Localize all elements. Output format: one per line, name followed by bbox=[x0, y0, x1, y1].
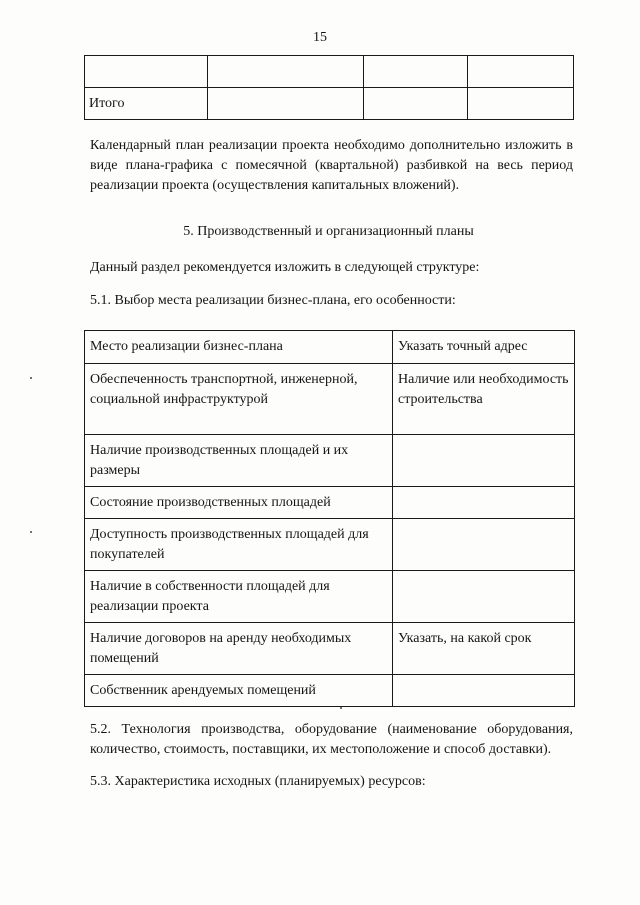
total-label: Итого bbox=[85, 88, 208, 120]
section-heading: 5. Производственный и организационный планы bbox=[183, 224, 474, 239]
table-row bbox=[85, 675, 575, 707]
location-instruction-cell bbox=[393, 487, 575, 519]
location-instruction-cell bbox=[393, 571, 575, 623]
location-instruction-cell bbox=[393, 519, 575, 571]
business-plan-location-table bbox=[84, 330, 575, 707]
table-cell bbox=[364, 88, 468, 120]
financing-table-tail bbox=[84, 55, 574, 120]
table-row bbox=[85, 623, 575, 675]
table-cell bbox=[468, 56, 574, 88]
table-row bbox=[85, 435, 575, 487]
item-5-3-paragraph: 5.3. Характеристика исходных (планируемых) ресурсов: bbox=[90, 774, 426, 789]
scan-speck bbox=[30, 377, 32, 379]
location-instruction-cell bbox=[393, 675, 575, 707]
table-cell bbox=[208, 56, 364, 88]
location-criterion-cell: Наличие договоров на аренду необходимых помещений bbox=[85, 623, 393, 675]
structure-intro-paragraph: Данный раздел рекомендуется изложить в следующей структуре: bbox=[90, 260, 480, 275]
location-instruction-cell: Наличие или необходимость строительства bbox=[393, 364, 575, 435]
table-row bbox=[85, 364, 575, 435]
item-5-2-paragraph: 5.2. Технология производства, оборудование (наименование оборудования, количество, стоимость, поставщики, их местоположение и способ доставки). bbox=[90, 722, 573, 757]
table-cell bbox=[468, 88, 574, 120]
location-instruction-cell bbox=[393, 435, 575, 487]
location-criterion-cell: Доступность производственных площадей для покупателей bbox=[85, 519, 393, 571]
table-row bbox=[85, 56, 574, 88]
table-row bbox=[85, 331, 575, 364]
table-row bbox=[85, 487, 575, 519]
page-number: 15 bbox=[313, 30, 327, 45]
location-instruction-cell: Указать точный адрес bbox=[393, 331, 575, 364]
location-instruction-cell: Указать, на какой срок bbox=[393, 623, 575, 675]
table-cell bbox=[85, 56, 208, 88]
table-cell bbox=[364, 56, 468, 88]
calendar-plan-paragraph: Календарный план реализации проекта необходимо дополнительно изложить в виде плана-графика с помесячной (квартальной) разбивкой на весь период реализации проекта (осуществления капитальных вложений). bbox=[90, 138, 573, 193]
location-criterion-cell: Наличие в собственности площадей для реализации проекта bbox=[85, 571, 393, 623]
location-criterion-cell: Собственник арендуемых помещений bbox=[85, 675, 393, 707]
scan-speck bbox=[340, 707, 342, 709]
item-5-1-paragraph: 5.1. Выбор места реализации бизнес-плана, его особенности: bbox=[90, 293, 456, 308]
location-criterion-cell: Обеспеченность транспортной, инженерной, социальной инфраструктурой bbox=[85, 364, 393, 435]
location-criterion-cell: Место реализации бизнес-плана bbox=[85, 331, 393, 364]
table-cell bbox=[208, 88, 364, 120]
table-row bbox=[85, 571, 575, 623]
location-criterion-cell: Состояние производственных площадей bbox=[85, 487, 393, 519]
location-criterion-cell: Наличие производственных площадей и их размеры bbox=[85, 435, 393, 487]
scan-speck bbox=[30, 531, 32, 533]
table-row bbox=[85, 519, 575, 571]
table-row bbox=[85, 88, 574, 120]
